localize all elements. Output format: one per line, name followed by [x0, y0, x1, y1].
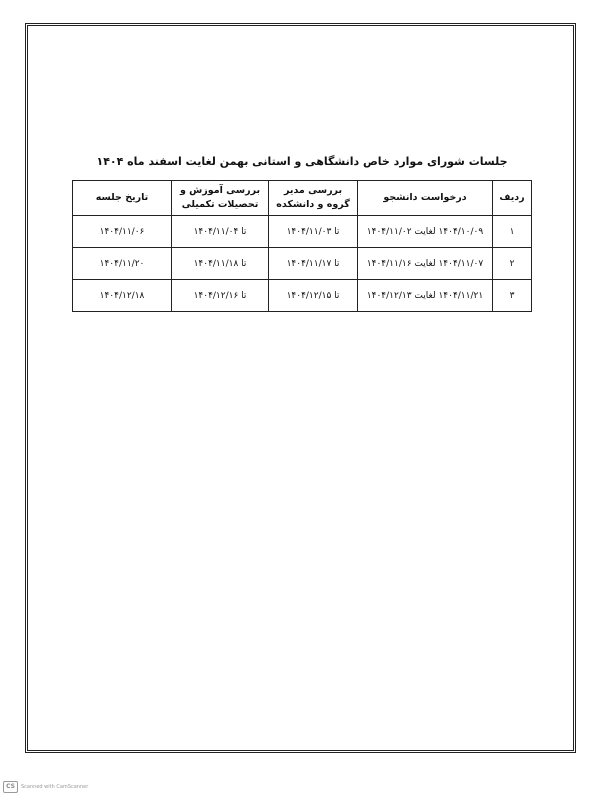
header-student-request: درخواست دانشجو — [358, 181, 493, 216]
cell-student-request: ۱۴۰۴/۱۱/۲۱ لغایت ۱۴۰۴/۱۲/۱۳ — [358, 280, 493, 312]
cell-edu-review: تا ۱۴۰۴/۱۱/۰۴ — [172, 216, 269, 248]
page-border — [25, 23, 576, 753]
cell-row-number: ۲ — [493, 248, 532, 280]
cell-dept-review: تا ۱۴۰۴/۱۲/۱۵ — [269, 280, 358, 312]
table-row — [73, 216, 532, 248]
cell-session-date: ۱۴۰۴/۱۱/۰۶ — [73, 216, 172, 248]
cell-student-request: ۱۴۰۴/۱۱/۰۷ لغایت ۱۴۰۴/۱۱/۱۶ — [358, 248, 493, 280]
cell-row-number: ۱ — [493, 216, 532, 248]
cell-row-number: ۳ — [493, 280, 532, 312]
header-session-date: تاریخ جلسه — [73, 181, 172, 216]
cell-edu-review: تا ۱۴۰۴/۱۱/۱۸ — [172, 248, 269, 280]
header-row-number: ردیف — [493, 181, 532, 216]
header-dept-review: بررسی مدیر گروه و دانشکده — [269, 181, 358, 216]
page-title: جلسات شورای موارد خاص دانشگاهی و استانی بهمن لغایت اسفند ماه ۱۴۰۴ — [96, 155, 508, 168]
scanner-watermark — [3, 781, 88, 793]
scanner-text: Scanned with CamScanner — [21, 784, 89, 790]
table-header-row — [73, 181, 532, 216]
cell-session-date: ۱۴۰۴/۱۲/۱۸ — [73, 280, 172, 312]
header-edu-review: بررسی آموزش و تحصیلات تکمیلی — [172, 181, 269, 216]
table-row — [73, 248, 532, 280]
cell-dept-review: تا ۱۴۰۴/۱۱/۰۳ — [269, 216, 358, 248]
camscanner-logo-icon: CS — [3, 781, 18, 793]
cell-dept-review: تا ۱۴۰۴/۱۱/۱۷ — [269, 248, 358, 280]
table-row — [73, 280, 532, 312]
cell-edu-review: تا ۱۴۰۴/۱۲/۱۶ — [172, 280, 269, 312]
cell-student-request: ۱۴۰۴/۱۰/۰۹ لغایت ۱۴۰۴/۱۱/۰۲ — [358, 216, 493, 248]
cell-session-date: ۱۴۰۴/۱۱/۲۰ — [73, 248, 172, 280]
sessions-table — [72, 180, 532, 312]
